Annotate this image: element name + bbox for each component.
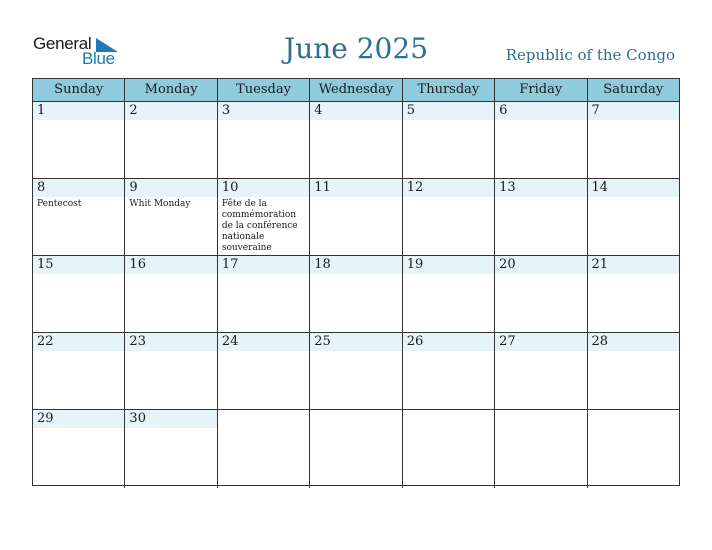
day-number: 3 bbox=[221, 103, 231, 118]
day-number-band bbox=[33, 179, 124, 197]
day-number-band bbox=[125, 179, 216, 197]
day-number: 16 bbox=[129, 257, 146, 272]
day-number: 17 bbox=[221, 257, 239, 272]
calendar-day-cell bbox=[33, 410, 124, 488]
calendar-day-cell bbox=[217, 179, 309, 255]
day-number: 13 bbox=[499, 180, 516, 195]
calendar-day-cell bbox=[124, 410, 216, 488]
holiday-label: Fête de la commémoration de la conférence nationale souveraine bbox=[221, 199, 298, 253]
holiday-label: Pentecost bbox=[37, 199, 82, 209]
calendar-day-cell bbox=[494, 256, 586, 332]
day-number-band bbox=[495, 102, 586, 120]
calendar-week-row bbox=[33, 179, 679, 256]
calendar-weeks bbox=[33, 102, 679, 488]
calendar-day-cell bbox=[33, 179, 124, 255]
calendar-day-cell bbox=[494, 102, 586, 178]
calendar-day-cell bbox=[494, 410, 586, 488]
calendar-day-cell bbox=[33, 333, 124, 409]
weekday-header: Friday bbox=[494, 79, 586, 101]
day-number: 22 bbox=[37, 334, 54, 349]
day-number: 5 bbox=[406, 103, 415, 118]
day-number: 21 bbox=[591, 257, 609, 272]
day-number: 8 bbox=[37, 180, 46, 195]
calendar-day-cell bbox=[587, 410, 679, 488]
day-number: 30 bbox=[129, 411, 146, 426]
calendar-day-cell bbox=[402, 102, 494, 178]
day-number: 18 bbox=[314, 257, 331, 272]
calendar-day-cell bbox=[587, 256, 679, 332]
weekday-header: Tuesday bbox=[217, 79, 309, 101]
logo-text-blue: Blue bbox=[82, 49, 115, 68]
day-number: 7 bbox=[591, 103, 600, 118]
calendar-day-cell bbox=[124, 256, 216, 332]
weekday-header: Sunday bbox=[54, 82, 104, 97]
weekday-header-row bbox=[33, 79, 679, 102]
calendar-day-cell bbox=[217, 333, 309, 409]
holiday-label: Whit Monday bbox=[129, 199, 191, 209]
calendar-day-cell bbox=[402, 333, 494, 409]
day-number: 28 bbox=[591, 334, 609, 349]
calendar-day-cell bbox=[217, 410, 309, 488]
calendar-grid bbox=[32, 78, 680, 486]
logo-text-general: General bbox=[33, 34, 92, 53]
day-number: 29 bbox=[37, 411, 54, 426]
day-number-band bbox=[588, 102, 679, 120]
calendar-day-cell bbox=[587, 179, 679, 255]
calendar-day-cell bbox=[33, 256, 124, 332]
day-number: 9 bbox=[129, 180, 138, 195]
calendar-day-cell bbox=[217, 256, 309, 332]
day-number-band bbox=[310, 102, 401, 120]
calendar-day-cell bbox=[124, 333, 216, 409]
weekday-header: Thursday bbox=[402, 79, 494, 101]
calendar-day-cell bbox=[402, 179, 494, 255]
calendar-day-cell bbox=[309, 410, 401, 488]
day-number: 15 bbox=[37, 257, 54, 272]
day-number: 4 bbox=[314, 103, 323, 118]
calendar-day-cell bbox=[402, 256, 494, 332]
day-number-band bbox=[125, 102, 216, 120]
day-number: 20 bbox=[499, 257, 516, 272]
day-number: 26 bbox=[406, 334, 424, 349]
day-number: 19 bbox=[406, 257, 424, 272]
day-number: 27 bbox=[499, 334, 516, 349]
calendar-day-cell bbox=[587, 102, 679, 178]
day-number: 6 bbox=[499, 103, 508, 118]
day-number: 10 bbox=[221, 180, 239, 195]
day-number: 11 bbox=[314, 180, 331, 195]
calendar-day-cell bbox=[309, 102, 401, 178]
calendar-day-cell bbox=[217, 102, 309, 178]
calendar-day-cell bbox=[124, 179, 216, 255]
day-number: 14 bbox=[591, 180, 609, 195]
calendar-day-cell bbox=[309, 256, 401, 332]
day-number-band bbox=[33, 102, 124, 120]
calendar-day-cell bbox=[494, 333, 586, 409]
calendar-day-cell bbox=[587, 333, 679, 409]
calendar-day-cell bbox=[124, 102, 216, 178]
weekday-header: Monday bbox=[124, 79, 216, 101]
day-number-band bbox=[218, 102, 309, 120]
calendar-week-row bbox=[33, 333, 679, 410]
calendar-day-cell bbox=[494, 179, 586, 255]
calendar-day-cell bbox=[33, 102, 124, 178]
calendar-day-cell bbox=[309, 179, 401, 255]
day-number-band bbox=[403, 102, 494, 120]
weekday-header: Saturday bbox=[587, 79, 679, 101]
weekday-header: Wednesday bbox=[309, 79, 401, 101]
calendar-week-row bbox=[33, 410, 679, 488]
calendar-title: June 2025 bbox=[283, 32, 429, 65]
day-number: 12 bbox=[406, 180, 424, 195]
day-number: 25 bbox=[314, 334, 331, 349]
calendar-week-row bbox=[33, 256, 679, 333]
calendar-day-cell bbox=[402, 410, 494, 488]
day-number: 1 bbox=[37, 103, 46, 118]
day-number: 2 bbox=[129, 103, 138, 118]
country-name: Republic of the Congo bbox=[505, 46, 675, 64]
day-number: 23 bbox=[129, 334, 146, 349]
day-number: 24 bbox=[221, 334, 239, 349]
calendar-week-row bbox=[33, 102, 679, 179]
calendar-day-cell bbox=[309, 333, 401, 409]
